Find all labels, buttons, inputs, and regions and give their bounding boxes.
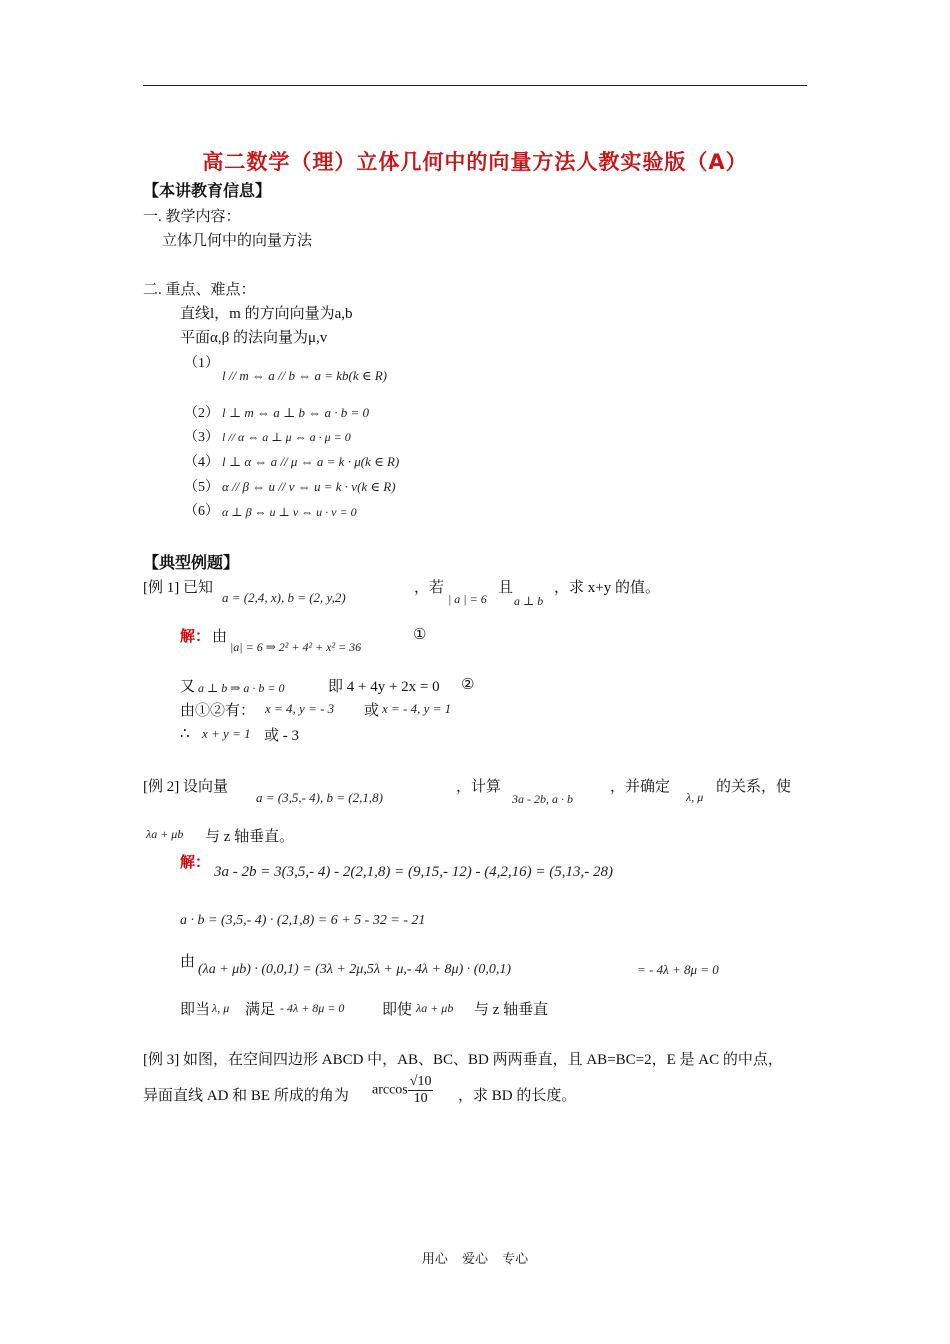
ex3-line2a: 异面直线 AD 和 BE 所成的角为 [143,1088,349,1104]
ex1-sol-you: 又 [180,679,196,695]
ex2-eq3: (λa + μb) · (0,0,1) = (3λ + 2μ,5λ + μ,- 4λ + 8μ) · (0,0,1) [198,962,512,977]
ex1-circ1: ① [413,627,427,643]
ex1-cond2: a ⊥ b [514,594,544,608]
ex2-final-e: 即使 [382,1002,413,1018]
section-heading-examples: 【典型例题】 [143,553,240,572]
ex2-mid2: ，并确定 [610,779,671,795]
ex1-cond-mid: 且 [498,580,514,596]
item-expr-6: α ⊥ β ⇔ u ⊥ v ⇔ u · v = 0 [222,505,357,519]
ex2-calc: 3a - 2b, a · b [512,792,573,806]
part1-content: 立体几何中的向量方法 [162,233,313,249]
item-expr-3: l // α ⇔ a ⊥ μ ⇔ a · μ = 0 [222,430,351,444]
direction-vectors-line: 直线l，m 的方向向量为a,b [180,306,353,322]
ex1-sol-line3c: 或 [364,703,380,719]
ex1-circ2: ② [461,677,475,693]
part2-heading: 二. 重点、难点： [143,282,256,298]
ex3-fraction-numerator: √10 [409,1074,432,1089]
ex2-by: 由 [180,954,196,970]
ex2-solution-label: 解： [180,855,211,871]
item-num-3: （3） [184,430,219,445]
item-num-5: （5） [184,480,219,495]
ex1-solution-label: 解： [180,629,211,645]
item-num-6: （6） [184,504,219,519]
ex1-sol-line4b: 或 - 3 [264,728,299,744]
item-num-4: （4） [184,455,219,470]
ex1-sol-line3d: x = - 4, y = 1 [382,701,452,716]
section-heading-info: 【本讲教育信息】 [143,181,272,200]
ex1-therefore: ∴ [180,726,190,742]
part1-heading: 一. 教学内容： [143,209,241,225]
ex1-label: [例 1] 已知 [143,580,213,596]
ex3-fraction [408,1074,434,1107]
ex2-final-f: λa + μb [416,1001,454,1015]
ex1-sol-line3b: x = 4, y = - 3 [265,701,335,716]
ex2-final-b: λ, μ [212,1001,230,1015]
ex3-angle-expression [372,1074,433,1107]
ex2-final-a: 即当 [180,1002,211,1018]
ex2-label: [例 2] 设向量 [143,779,228,795]
ex3-line2b: ，求 BD 的长度。 [458,1088,577,1104]
ex1-sol-line3a: 由①②有： [180,703,256,719]
ex3-line1: [例 3] 如图，在空间四边形 ABCD 中，AB、BC、BD 两两垂直，且 AB=BC=2，E 是 AC 的中点， [143,1052,783,1068]
ex2-lambda-mu: λ, μ [686,790,704,804]
ex3-arccos: arccos [372,1082,408,1098]
page-title: 高二数学（理）立体几何中的向量方法人教实验版（A） [202,150,748,174]
ex1-sol-line1: |a| = 6 ⇒ 2² + 4² + x² = 36 [230,640,362,654]
ex2-final-g: 与 z 轴垂直 [474,1002,549,1018]
item-expr-2: l ⊥ m ⇔ a ⊥ b ⇔ a · b = 0 [222,405,369,420]
ex2-given: a = (3,5,- 4), b = (2,1,8) [256,790,383,805]
item-expr-4: l ⊥ α ⇔ a // μ ⇔ a = k · μ(k ∈ R) [222,454,400,469]
ex2-eq3b: = - 4λ + 8μ = 0 [637,962,719,977]
page-footer: 用心 爱心 专心 [421,1252,529,1267]
header-rule [143,85,807,86]
ex2-final-c: 满足 [245,1002,276,1018]
ex2-final-d: - 4λ + 8μ = 0 [280,1001,345,1015]
normal-vectors-line: 平面α,β 的法向量为μ,v [180,330,328,346]
ex1-cond-pre: ，若 [414,580,445,596]
ex2-eq1: 3a - 2b = 3(3,5,- 4) - 2(2,1,8) = (9,15,- 12) - (4,2,16) = (5,13,- 28) [214,864,614,880]
item-expr-1: l // m ⇔ a // b ⇔ a = kb(k ∈ R) [222,368,387,383]
ex2-eq2: a · b = (3,5,- 4) · (2,1,8) = 6 + 5 - 32 = - 21 [180,913,426,928]
ex1-ask: ，求 x+y 的值。 [554,580,660,596]
item-expr-5: α // β ⇔ u // v ⇔ u = k · v(k ∈ R) [222,479,396,494]
ex1-given: a = (2,4, x), b = (2, y,2) [222,590,346,605]
ex1-sol-by: 由 [212,629,228,645]
ex1-sol-line2a: a ⊥ b ⇒ a · b = 0 [198,681,285,695]
ex2-tail: 的关系，使 [716,779,792,795]
ex1-cond1: | a | = 6 [448,592,487,606]
ex1-sol-line2b: 即 4 + 4y + 2x = 0 [328,679,440,695]
ex3-fraction-denominator: 10 [413,1091,428,1106]
item-num-1: （1） [184,356,219,371]
ex2-line2b: 与 z 轴垂直。 [205,829,295,845]
item-num-2: （2） [184,406,219,421]
ex1-sol-line4: x + y = 1 [202,726,251,741]
ex2-line2a: λa + μb [146,827,184,841]
ex2-mid: ，计算 [456,779,502,795]
